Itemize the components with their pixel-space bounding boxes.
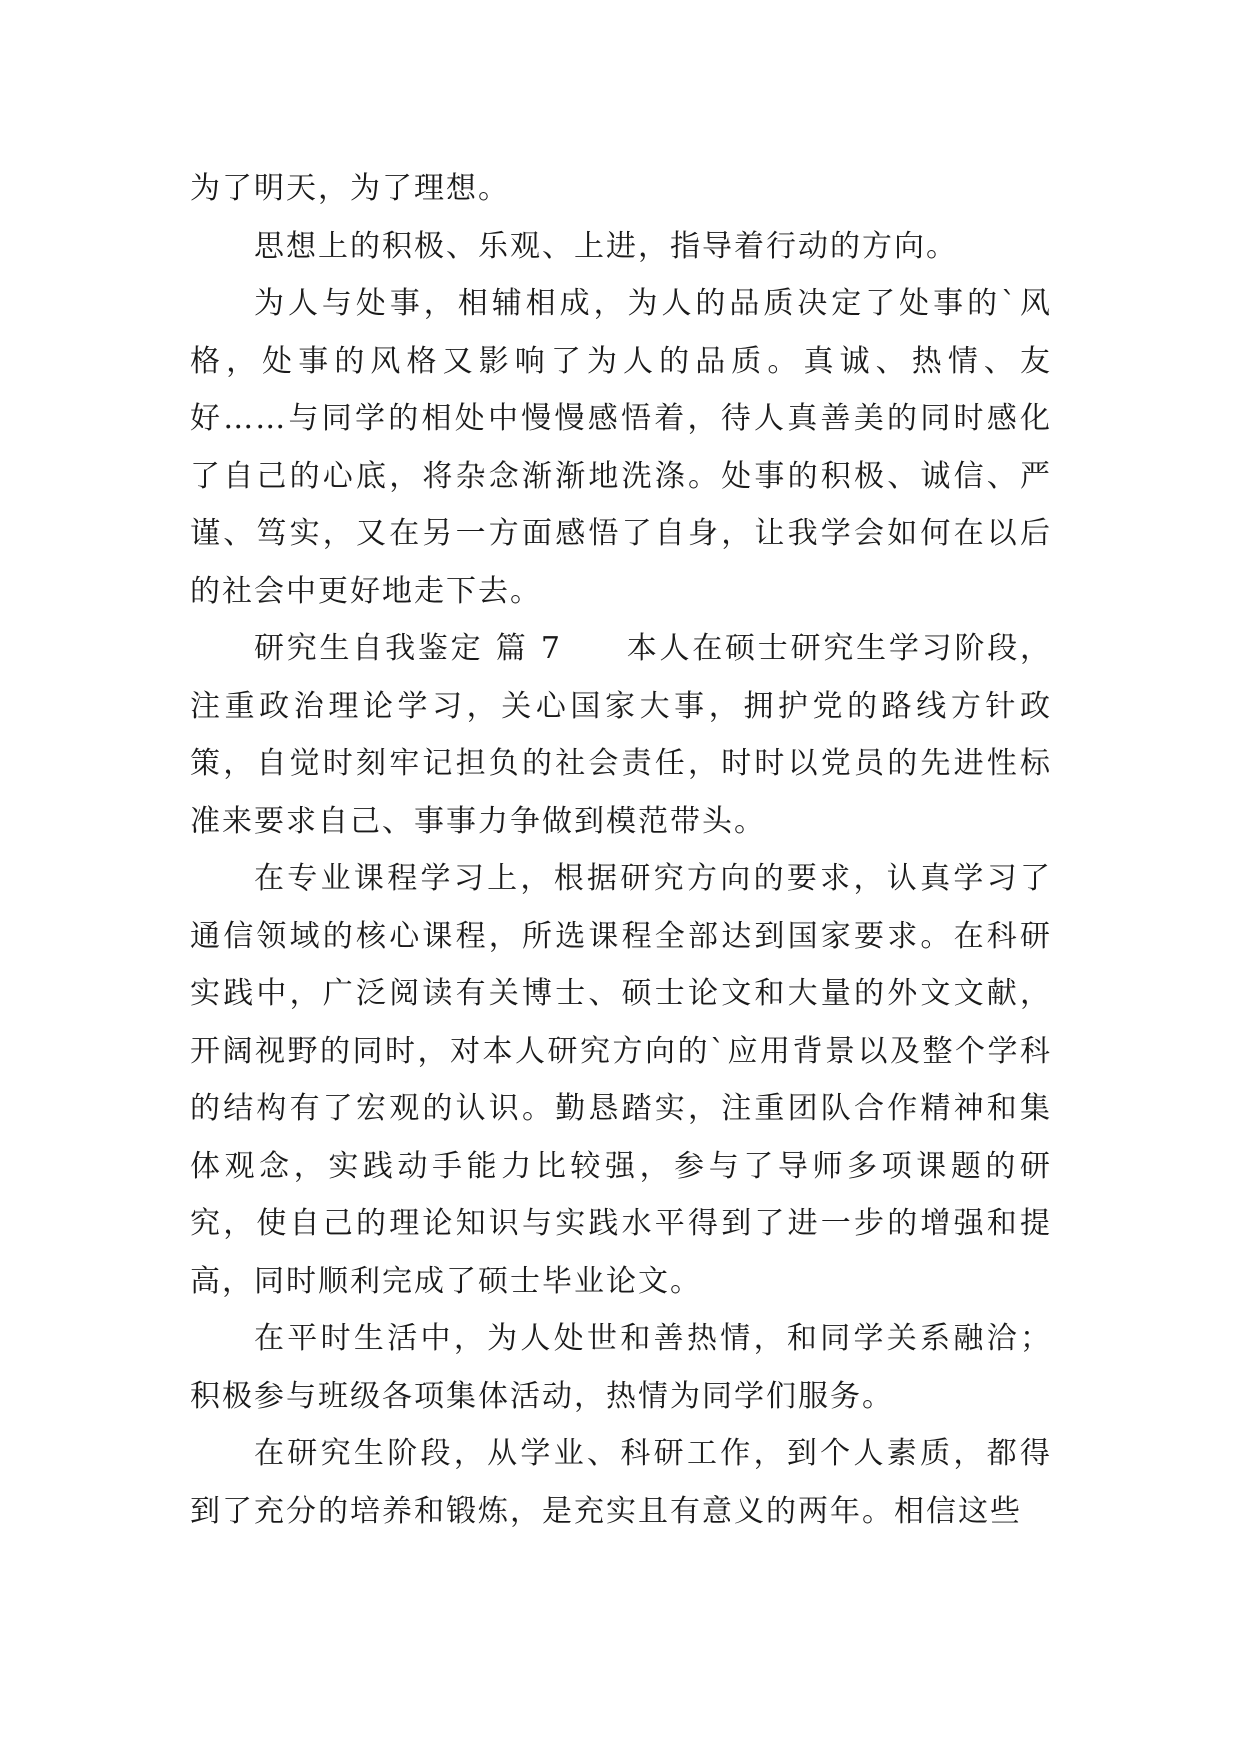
paragraph-6: 在平时生活中，为人处世和善热情，和同学关系融洽；积极参与班级各项集体活动，热情为同学们服务。 (190, 1321, 1052, 1414)
paragraph-5: 在专业课程学习上，根据研究方向的要求，认真学习了通信领域的核心课程，所选课程全部达到国家要求。在科研实践中，广泛阅读有关博士、硕士论文和大量的外文文献，开阔视野的同时，对本人研究方向的`应用背景以及整个学科的结构有了宏观的认识。勤恳踏实，注重团队合作精神和集体观念，实践动手能力比较强，参与了导师多项课题的研究，使自己的理论知识与实践水平得到了进一步的增强和提高，同时顺利完成了硕士毕业论文。 (190, 861, 1052, 1299)
paragraph-4 (190, 620, 1052, 850)
section-heading: 研究生自我鉴定 篇 7 (254, 631, 562, 666)
paragraph-3: 为人与处事，相辅相成，为人的品质决定了处事的`风格，处事的风格又影响了为人的品质。真诚、热情、友好……与同学的相处中慢慢感悟着，待人真善美的同时感化了自己的心底，将杂念渐渐地洗涤。处事的积极、诚信、严谨、笃实，又在另一方面感悟了自身，让我学会如何在以后的社会中更好地走下去。 (190, 286, 1052, 609)
paragraph-2: 思想上的积极、乐观、上进，指导着行动的方向。 (254, 228, 958, 264)
document-body (190, 160, 1052, 1540)
paragraph-7: 在研究生阶段，从学业、科研工作，到个人素质，都得到了充分的培养和锻炼，是充实且有意义的两年。相信这些 (190, 1436, 1052, 1529)
paragraph-4-text: 本人在硕士研究生学习阶段，注重政治理论学习，关心国家大事，拥护党的路线方针政策，自觉时刻牢记担负的社会责任，时时以党员的先进性标准来要求自己、事事力争做到模范带头。 (190, 631, 1052, 839)
paragraph-1: 为了明天，为了理想。 (190, 171, 510, 206)
